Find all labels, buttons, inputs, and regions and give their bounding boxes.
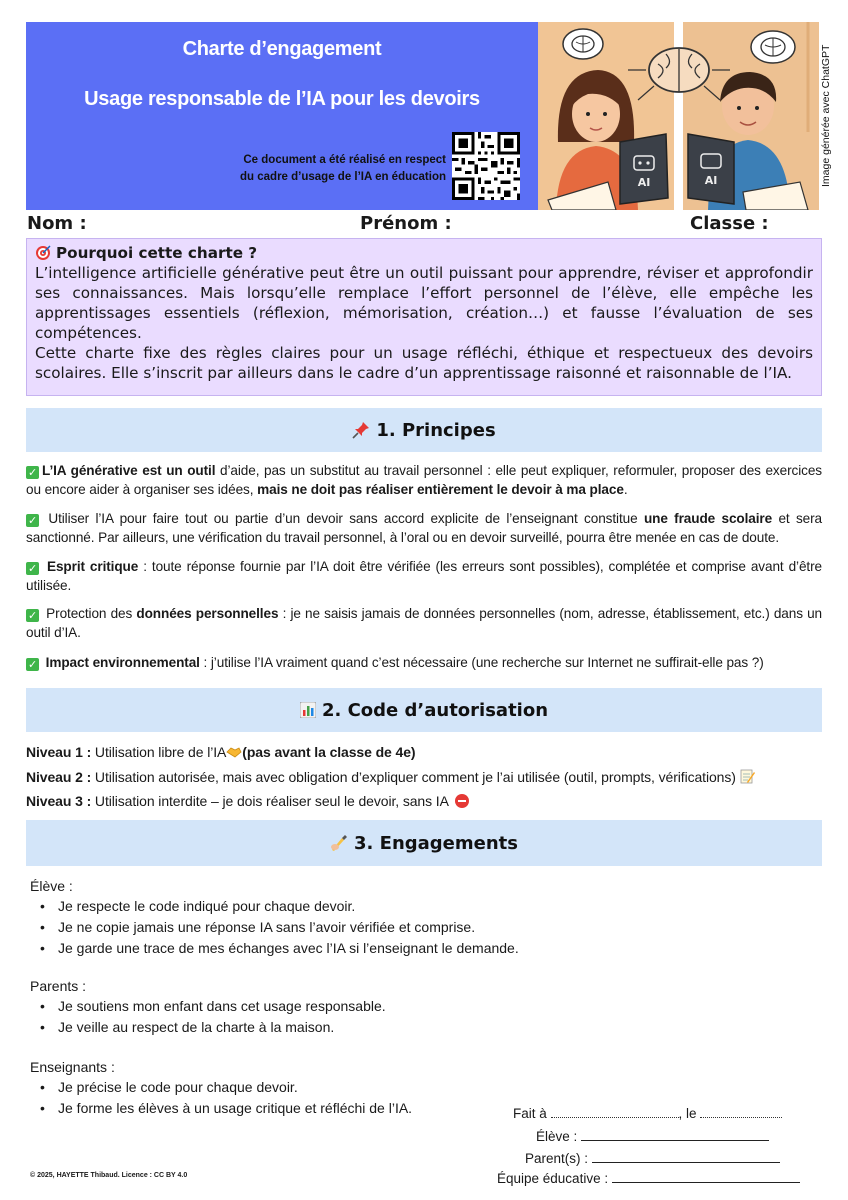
eleve-signature-field[interactable] xyxy=(581,1128,769,1141)
image-credit: Image générée avec ChatGPT xyxy=(820,44,832,188)
list-item: • Je veille au respect de la charte à la maison. xyxy=(36,1017,386,1038)
writing-hand-icon xyxy=(330,834,348,852)
lieu-field[interactable] xyxy=(551,1105,679,1118)
illustration-students-with-ai xyxy=(538,22,819,210)
why-paragraph-2: Cette charte fixe des règles claires pour un usage réfléchi, éthique et respectueux des devoirs scolaires. Elle s’inscrit par ailleurs dans le cadre d’un apprentissage raisonné et raisonnable de l’IA. xyxy=(35,344,813,382)
enseignants-list xyxy=(36,1077,412,1119)
header-banner xyxy=(26,22,538,210)
principle-item: ✓ Esprit critique : toute réponse fournie par l’IA doit être vérifiée (les erreurs sont possibles), complétée et comprise avant d’être utilisée. xyxy=(26,559,822,593)
section-engagements-header: 3. Engagements xyxy=(26,820,822,866)
equipe-signature-field[interactable] xyxy=(612,1170,800,1183)
check-icon: ✓ xyxy=(27,609,38,622)
group-heading-parents: Parents : xyxy=(30,978,87,994)
date-field[interactable] xyxy=(700,1105,782,1118)
parents-signature-field[interactable] xyxy=(592,1150,780,1163)
group-heading-enseignants: Enseignants : xyxy=(30,1059,115,1075)
classe-label: Classe : xyxy=(690,213,769,234)
target-icon xyxy=(35,245,51,261)
principle-item: ✓ Impact environnemental : j’utilise l’IA vraiment quand c’est nécessaire (une recherche sur Internet ne suffirait-elle pas ?) xyxy=(27,655,764,671)
list-item: • Je forme les élèves à un usage critique et réfléchi de l’IA. xyxy=(36,1098,412,1119)
eleve-signature-line: Élève : xyxy=(536,1128,769,1144)
prenom-label: Prénom : xyxy=(360,213,452,234)
no-entry-icon xyxy=(455,794,469,808)
check-icon: ✓ xyxy=(27,514,38,527)
students-illustration-icon xyxy=(538,22,819,210)
parents-signature-line: Parent(s) : xyxy=(525,1150,780,1166)
level-2-line: Niveau 2 : Utilisation autorisée, mais avec obligation d’expliquer comment je l’ai utilisée (outil, prompts, vérifications) xyxy=(26,767,755,787)
check-icon: ✓ xyxy=(27,466,38,479)
principle-item: ✓ Utiliser l’IA pour faire tout ou partie d’un devoir sans accord explicite de l’enseignant constitue une fraude scolaire et sera sanctionné. Par ailleurs, une vérification du travail personnel, à l’oral ou en devoir surveillé, pourra être menée en cas de doute. xyxy=(26,511,822,545)
list-item: • Je précise le code pour chaque devoir. xyxy=(36,1077,412,1098)
document-subtitle: Usage responsable de l’IA pour les devoirs xyxy=(84,88,480,110)
fait-a-line: Fait à , le xyxy=(513,1105,782,1121)
principle-item: ✓ Protection des données personnelles : je ne saisis jamais de données personnelles (nom, adresse, établissement, etc.) dans un outil d’IA. xyxy=(26,606,823,640)
handshake-icon xyxy=(226,746,242,758)
section-code-header: 2. Code d’autorisation xyxy=(26,688,822,732)
list-item: • Je ne copie jamais une réponse IA sans l’avoir vérifiée et comprise. xyxy=(36,917,519,938)
parents-list xyxy=(36,996,386,1038)
qr-code-icon[interactable] xyxy=(452,132,520,200)
why-paragraph-1: L’intelligence artificielle générative peut être un outil puissant pour apprendre, réviser et approfondir ses connaissances. Mais lorsqu’elle remplace l’effort personnel de l’élève, elle empêche les apprentissages essentiels (réflexion, mémorisation, création…) et fausse l’évaluation de ses compétences. xyxy=(35,264,813,342)
level-3-line: Niveau 3 : Utilisation interdite – je dois réaliser seul le devoir, sans IA xyxy=(26,791,469,811)
principle-item: ✓ L’IA générative est un outil d’aide, pas un substitut au travail personnel : elle peut expliquer, reformuler, proposer des exercices ou encore aider à organiser ses idées, mais ne doit pas réaliser entièrement le devoir à ma place. xyxy=(26,463,822,497)
equipe-signature-line: Équipe éducative : xyxy=(497,1170,800,1186)
document-title: Charte d’engagement xyxy=(182,38,382,60)
eleve-list xyxy=(36,896,519,959)
why-heading: Pourquoi cette charte ? xyxy=(35,243,813,263)
check-icon: ✓ xyxy=(27,658,38,671)
list-item: • Je soutiens mon enfant dans cet usage responsable. xyxy=(36,996,386,1017)
level-1-line: Niveau 1 : Utilisation libre de l’IA (pas avant la classe de 4e) xyxy=(26,744,416,760)
group-heading-eleve: Élève : xyxy=(30,878,73,894)
list-item: • Je respecte le code indiqué pour chaque devoir. xyxy=(36,896,519,917)
section-principes-header: 1. Principes xyxy=(26,408,822,452)
nom-label: Nom : xyxy=(27,213,87,234)
respect-note: Ce document a été réalisé en respect du cadre d’usage de l’IA en éducation xyxy=(240,154,446,183)
pushpin-icon xyxy=(352,421,370,439)
laptop-right-label: AI xyxy=(704,174,718,187)
memo-icon xyxy=(740,769,755,784)
license-footer: © 2025, HAYETTE Thibaud. Licence : CC BY 4.0 xyxy=(30,1172,188,1179)
why-box xyxy=(26,238,822,396)
bar-chart-icon xyxy=(300,702,316,718)
list-item: • Je garde une trace de mes échanges avec l’IA si l’enseignant le demande. xyxy=(36,938,519,959)
check-icon: ✓ xyxy=(27,562,38,575)
laptop-left-label: AI xyxy=(637,176,651,189)
